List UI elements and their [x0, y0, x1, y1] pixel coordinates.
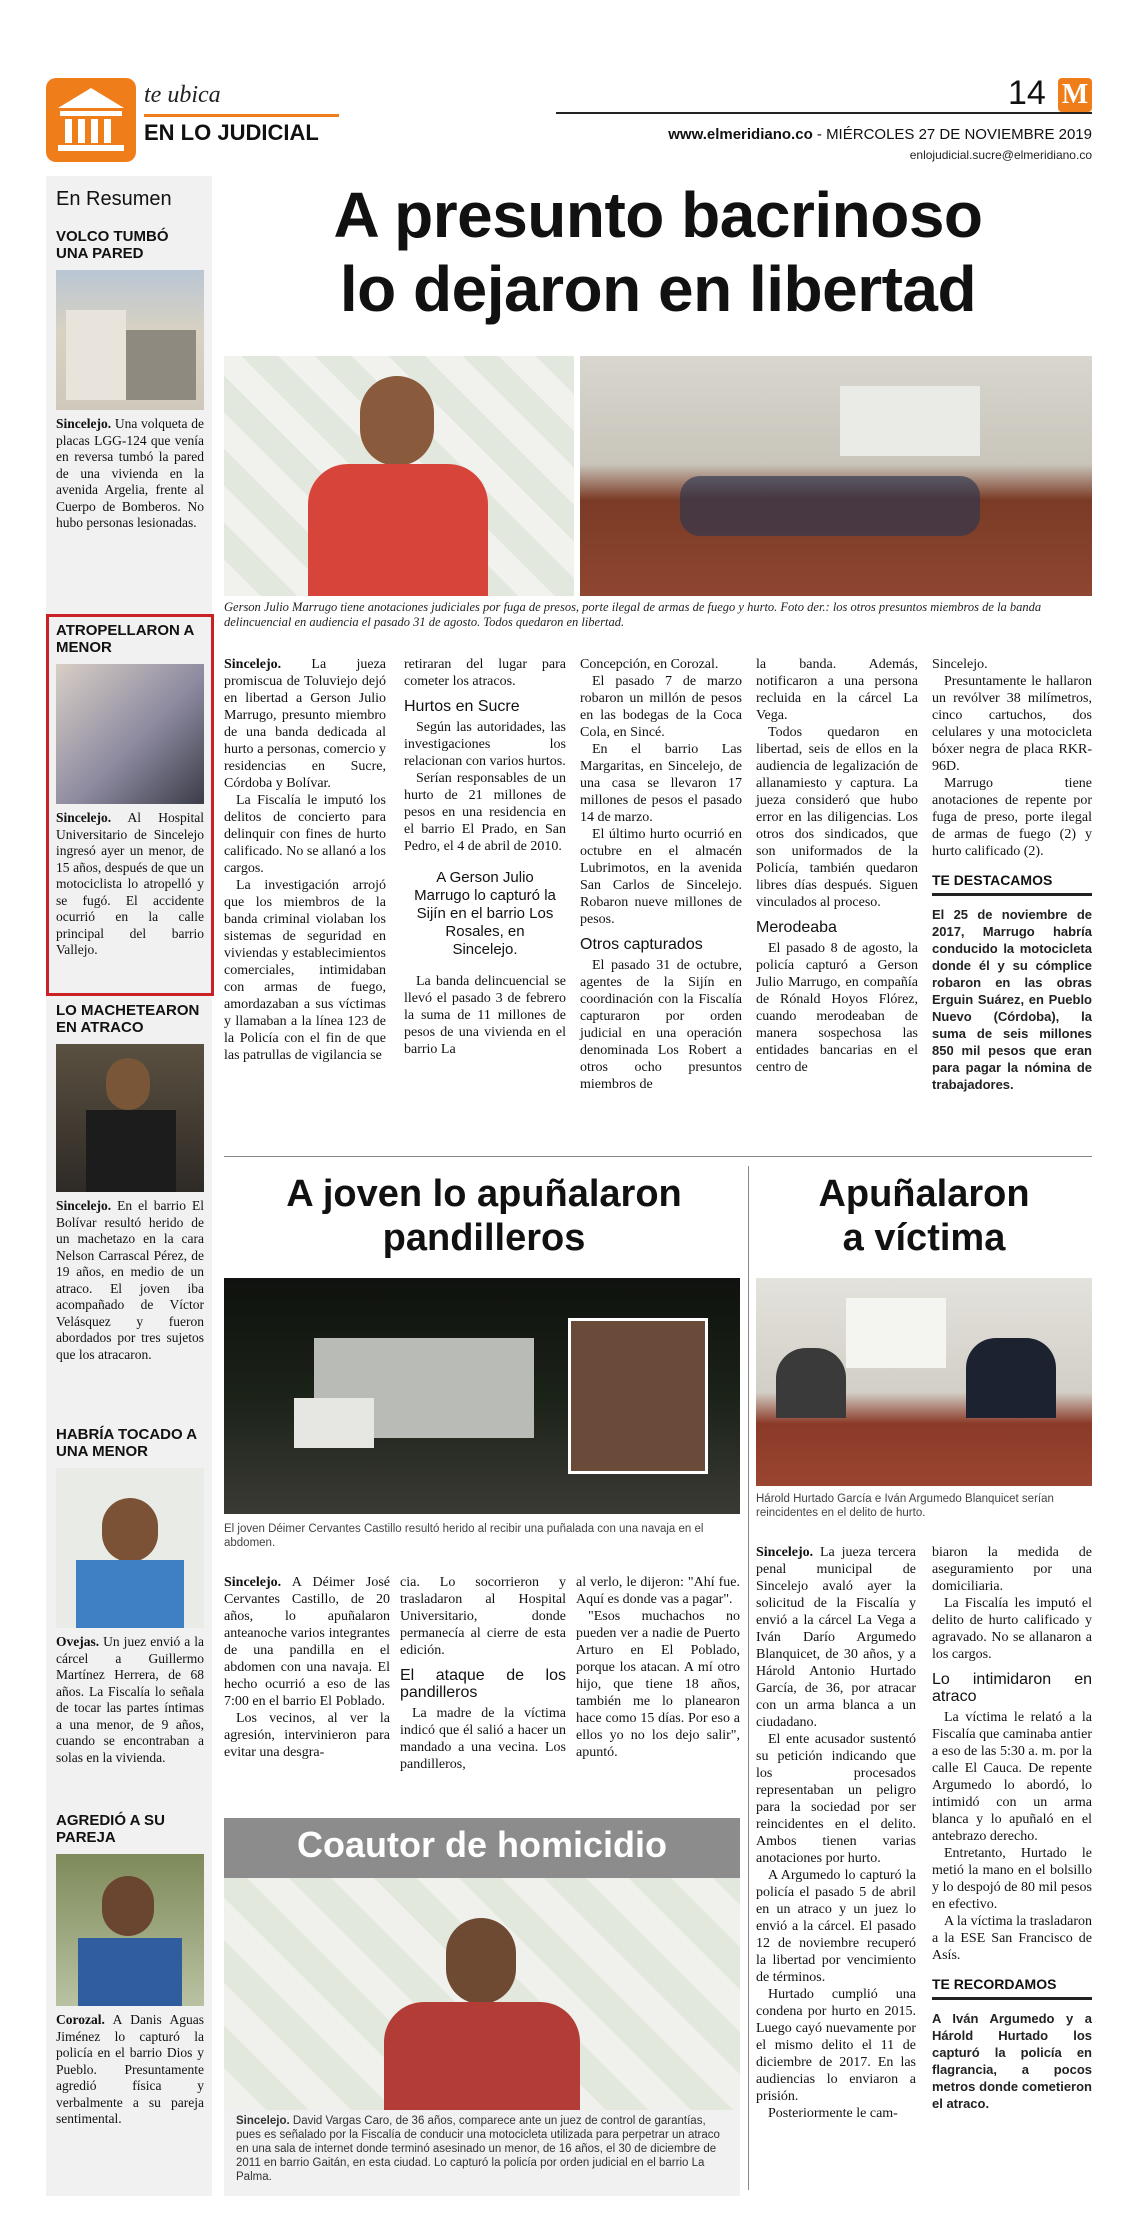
subhead: Otros capturados — [580, 936, 703, 953]
story3-headline-line1: Apuñalaron — [818, 1173, 1030, 1215]
story2-headline-line2: pandilleros — [382, 1217, 586, 1259]
sidebar-item — [56, 228, 204, 532]
sidebar-item-head: HABRÍA TOCADO A UNA MENOR — [56, 1426, 197, 1460]
story2-col-3: al verlo, le dijeron: "Ahí fue. Aquí es donde vas a pagar". "Esos muchachos no pueden ver a nadie de Puerto Arturo en El Poblado, porque los atacan. A mí otro hijo, que tiene 18 años, también me lo planearon hace como 15 días. Por eso a ellos yo no los dejo salir", apuntó. — [576, 1575, 740, 1760]
photo-court-hearing — [580, 356, 1092, 596]
story3-headline — [756, 1172, 1092, 1260]
sidebar-item-head: ATROPELLARON A MENOR — [56, 622, 194, 656]
section-big-title: EN LO JUDICIAL — [144, 120, 319, 145]
website-link[interactable]: www.elmeridiano.co — [668, 126, 813, 143]
email-link[interactable]: enlojudicial.sucre@elmeridiano.co — [909, 148, 1092, 162]
story2-col-1: Sincelejo. A Déimer José Cervantes Castillo, de 20 años, lo apuñalaron anteanoche varios integrantes de una pandilla en el abdomen con una navaja. El hecho ocurrió a eso de las 7:00 en el barrio El Poblado. Los vecinos, al ver la agresión, intervinieron para evitar una desgra- — [224, 1575, 390, 1760]
reminder-box-head: TE RECORDAMOS — [932, 1976, 1092, 2000]
sidebar-item — [56, 1812, 204, 2128]
main-headline — [224, 178, 1092, 326]
dateline — [600, 126, 1092, 143]
story4-headline: Coautor de homicidio — [296, 1824, 667, 1865]
sidebar-item-text: Sincelejo. En el barrio El Bolívar resultó herido de un machetazo en la cara Nelson Carrascal Pérez, de 19 años, en medio de un atraco. El joven iba acompañado de Víctor Velásquez y fueron abordados por tres sujetos que los atracaron. — [56, 1198, 204, 1362]
highlight-box-text: El 25 de noviembre de 2017, Marrugo habría conducido la motocicleta donde él y su cómplice robaron en las obras Erguin Suárez, en Pueblo Nuevo (Córdoba), la suma de seis millones 850 mil pesos que eran para pagar la nómina de trabajadores. — [932, 907, 1092, 1092]
column-divider — [748, 1166, 749, 2190]
photo-gerson-marrugo — [224, 356, 574, 596]
sidebar-item-text: Corozal. A Danis Aguas Jiménez lo capturó la policía en el barrio Dios y Pueblo. Presuntamente agredió física y verbalmente a su pareja sentimental. — [56, 2012, 204, 2126]
photo-wall-collapse — [56, 270, 204, 410]
masthead-orange-rule — [144, 114, 339, 117]
sidebar-item-head: LO MACHETEARON EN ATRACO — [56, 1002, 200, 1036]
story3-headline-line2: a víctima — [842, 1217, 1006, 1259]
photo-david-vargas — [224, 1878, 740, 2110]
story2-col-2: cia. Lo socorrieron y trasladaron al Hospital Universitario, donde permanecía al cierre de esta edición. El ataque de los pandilleros La madre de la víctima indicó que él salió a hacer un mandado a una vecina. Los pandilleros, — [400, 1575, 566, 1772]
subhead: Hurtos en Sucre — [404, 698, 520, 715]
page-number: 14 — [1008, 74, 1046, 112]
photo-elderly-man — [56, 1468, 204, 1628]
main-col-4: la banda. Además, notificaron a una persona recluida en la cárcel La Vega. Todos quedaron en libertad, seis de ellos en la audiencia de legalización de allanamiesto y captura. La jueza consideró que hubo error en las diligencias. Los otros dos sindicados, que son uniformados de la Policía, también quedaron libres días después. Siguen vinculados al proceso. Merodeaba El pasado 8 de agosto, la policía capturó a Gerson Julio Marrugo, en compañía de Rónald Hoyos Flórez, cuando merodeaban de manera sospechosa las entidades bancarias en el centro de — [756, 657, 918, 1075]
sidebar-item-text: Ovejas. Un juez envió a la cárcel a Guillermo Martínez Herrera, de 68 años. La Fiscalía lo señala de tocar las partes íntimas a una menor, de 9 años, cuando se encontraban a solas en la vivienda. — [56, 1634, 204, 1765]
main-headline-line1: A presunto bacrinoso — [333, 179, 983, 251]
story2-headline-line1: A joven lo apuñalaron — [286, 1173, 682, 1215]
story4-caption: Sincelejo. David Vargas Caro, de 36 años, comparece ante un juez de control de garantías, pues es señalado por la Fiscalía de conducir una motocicleta utilizada para perpetrar un atraco en una sala de internet donde terminó asesinado un menor, de 16 años, el 30 de diciembre de 2011 en barrio Gaitán, en esta ciudad. Lo capturó la policía por orden judicial en el barrio La Palma. — [236, 2115, 720, 2183]
photo-injured-minor — [56, 664, 204, 804]
pull-quote: A Gerson Julio Marrugo lo capturó la Sijín en el barrio Los Rosales, en Sincelejo. — [414, 869, 556, 958]
courthouse-icon — [46, 78, 136, 162]
logo-letter: M — [1061, 79, 1089, 110]
sidebar-item-text: Sincelejo. Al Hospital Universitario de Sincelejo ingresó ayer un menor, de 15 años, después de que un motociclista lo atropelló y se fugó. El accidente ocurrió en la calle principal del barrio Vallejo. — [56, 810, 204, 957]
sidebar-item-head: VOLCO TUMBÓ UNA PARED — [56, 228, 169, 262]
section-small-title: te ubica — [144, 82, 221, 108]
subhead: Merodeaba — [756, 919, 837, 936]
highlight-box-head: TE DESTACAMOS — [932, 872, 1092, 896]
sidebar-item — [56, 1426, 204, 1766]
photo-hospital-night — [224, 1278, 740, 1514]
story3-col-2: biaron la medida de aseguramiento por una domiciliaria. La Fiscalía les imputó el delito de hurto calificado y agravado. No se allanaron a los cargos. Lo intimidaron en atraco La víctima le relató a la Fiscalía que caminaba antier a eso de las 5:30 a. m. por la calle El Cauca. De repente Argumedo lo abordó, lo intimidó con un arma blanca y lo apuñaló en el antebrazo derecho. Entretanto, Hurtado le metió la mano en el bolsillo y lo despojó de 80 mil pesos en efectivo. A la víctima la trasladaron a la ESE San Francisco de Asís. TE RECORDAMOS A Iván Argumedo y a Hárold Hurtado los capturó la policía en flagrancia, a pocos metros donde cometieron el atraco. — [932, 1545, 1092, 2111]
sidebar-item — [56, 1002, 204, 1363]
reminder-box-text: A Iván Argumedo y a Hárold Hurtado los capturó la policía en flagrancia, a pocos metros donde cometieron el atraco. — [932, 2011, 1092, 2111]
main-col-1: Sincelejo. La jueza promiscua de Toluviejo dejó en libertad a Gerson Julio Marrugo, presunto miembro de una banda dedicada al hurto a personas, comercio y residencias en Sucre, Córdoba y Bolívar. La Fiscalía le imputó los delitos de concierto para delinquir con fines de hurto calificado. No se allanó a los cargos. La investigación arrojó que los miembros de la banda criminal violaban los sistemas de seguridad en viviendas y establecimientos comerciales, intimidaban con armas de fuego, amordazaban a sus víctimas y llamaban a la línea 123 de la Policía con el fin de que las patrullas de vigilancia se — [224, 657, 386, 1063]
story2-caption: El joven Déimer Cervantes Castillo resultó herido al recibir una puñalada con una navaja en el abdomen. — [224, 1523, 704, 1549]
photo-machete-victim — [56, 1044, 204, 1192]
main-col-5: Sincelejo. Presuntamente le hallaron un revólver 38 milímetros, cinco cartuchos, dos celulares y una motocicleta bóxer negra de placa RKR-96D. Marrugo tiene anotaciones de repente por fuga de preso, porte ilegal de armas de fuego (2) y hurto calificado (2). TE DESTACAMOS El 25 de noviembre de 2017, Marrugo habría conducido la motocicleta donde él y su cómplice robaron en las obras Erguin Suárez, en Pueblo Nuevo (Córdoba), la suma de seis millones 850 mil pesos que eran para pagar la nómina de trabajadores. — [932, 657, 1092, 1092]
subhead: Lo intimidaron en atraco — [932, 1671, 1092, 1705]
main-photo-caption: Gerson Julio Marrugo tiene anotaciones judiciales por fuga de presos, porte ilegal de armas de fuego y hurto. Foto der.: los otros presuntos miembros de la banda delincuencial en audiencia el pasado 31 de agosto. Todos quedaron en libertad. — [224, 600, 1042, 629]
subhead: El ataque de los pandilleros — [400, 1667, 566, 1701]
main-headline-line2: lo dejaron en libertad — [339, 253, 977, 325]
date: - MIÉRCOLES 27 DE NOVIEMBRE 2019 — [812, 126, 1092, 143]
sidebar-title: En Resumen — [56, 188, 172, 210]
photo-suspects-hearing — [756, 1278, 1092, 1486]
main-col-3: Concepción, en Corozal. El pasado 7 de marzo robaron un millón de pesos en las bodegas de la Coca Cola, en Sincé. En el barrio Las Margaritas, en Sincelejo, de una casa se llevaron 17 millones de pesos el pasado 14 de marzo. El último hurto ocurrió en octubre en el almacén Lubrimotos, en la avenida San Carlos de Sincelejo. Robaron nueve millones de pesos. Otros capturados El pasado 31 de octubre, agentes de la Sijín en coordinación con la Fiscalía capturaron por orden judicial en una operación denominada Los Robert a otros ocho presuntos miembros de — [580, 657, 742, 1092]
sidebar-item-head: AGREDIÓ A SU PAREJA — [56, 1812, 165, 1846]
story3-col-1: Sincelejo. La jueza tercera penal municipal de Sincelejo avaló ayer la solicitud de la Fiscalía y envió a la cárcel La Vega a Iván Darío Argumedo Blanquicet, de 30 años, y a Hárold Antonio Hurtado García, de 36, por atracar con un arma blanca a un ciudadano. El ente acusador sustentó su petición indicando que los procesados representaban un peligro para la sociedad por ser reincidentes en el delito. Ambos tienen varias anotaciones por hurto. A Argumedo lo capturó la policía el pasado 5 de abril en un atraco y un juez lo envió a la cárcel. El pasado 12 de noviembre recuperó la libertad por vencimiento de términos. Hurtado cumplió una condena por hurto en 2015. Luego cayó nuevamente por el mismo delito el 11 de diciembre de 2017. En las audiencias lo enviaron a prisión. Posteriormente le cam- — [756, 1545, 916, 2121]
sidebar-item — [56, 622, 204, 959]
main-story-bottom-rule — [224, 1156, 1092, 1157]
story2-headline — [224, 1172, 744, 1260]
section-logo — [46, 78, 136, 162]
sidebar-item-text: Sincelejo. Una volqueta de placas LGG-124 que venía en reversa tumbó la pared de una vivienda en la avenida Argelia, frente al Cuerpo de Bomberos. No hubo personas lesionadas. — [56, 416, 204, 530]
photo-couple-aggressor — [56, 1854, 204, 2006]
main-col-2: retiraran del lugar para cometer los atracos. Hurtos en Sucre Según las autoridades, las investigaciones los relacionan con varios hurtos. Serían responsables de un hurto de 21 millones de pesos en una residencia en el barrio El Prado, en San Pedro, el 4 de abril de 2010. A Gerson Julio Marrugo lo capturó la Sijín en el barrio Los Rosales, en Sincelejo. La banda delincuencial se llevó el pasado 3 de febrero la suma de 11 millones de pesos de una vivienda en el barrio La — [404, 657, 566, 1057]
newspaper-logo — [1058, 78, 1092, 112]
story3-caption: Hárold Hurtado García e Iván Argumedo Blanquicet serían reincidentes en el delito de hurto. — [756, 1493, 1054, 1519]
